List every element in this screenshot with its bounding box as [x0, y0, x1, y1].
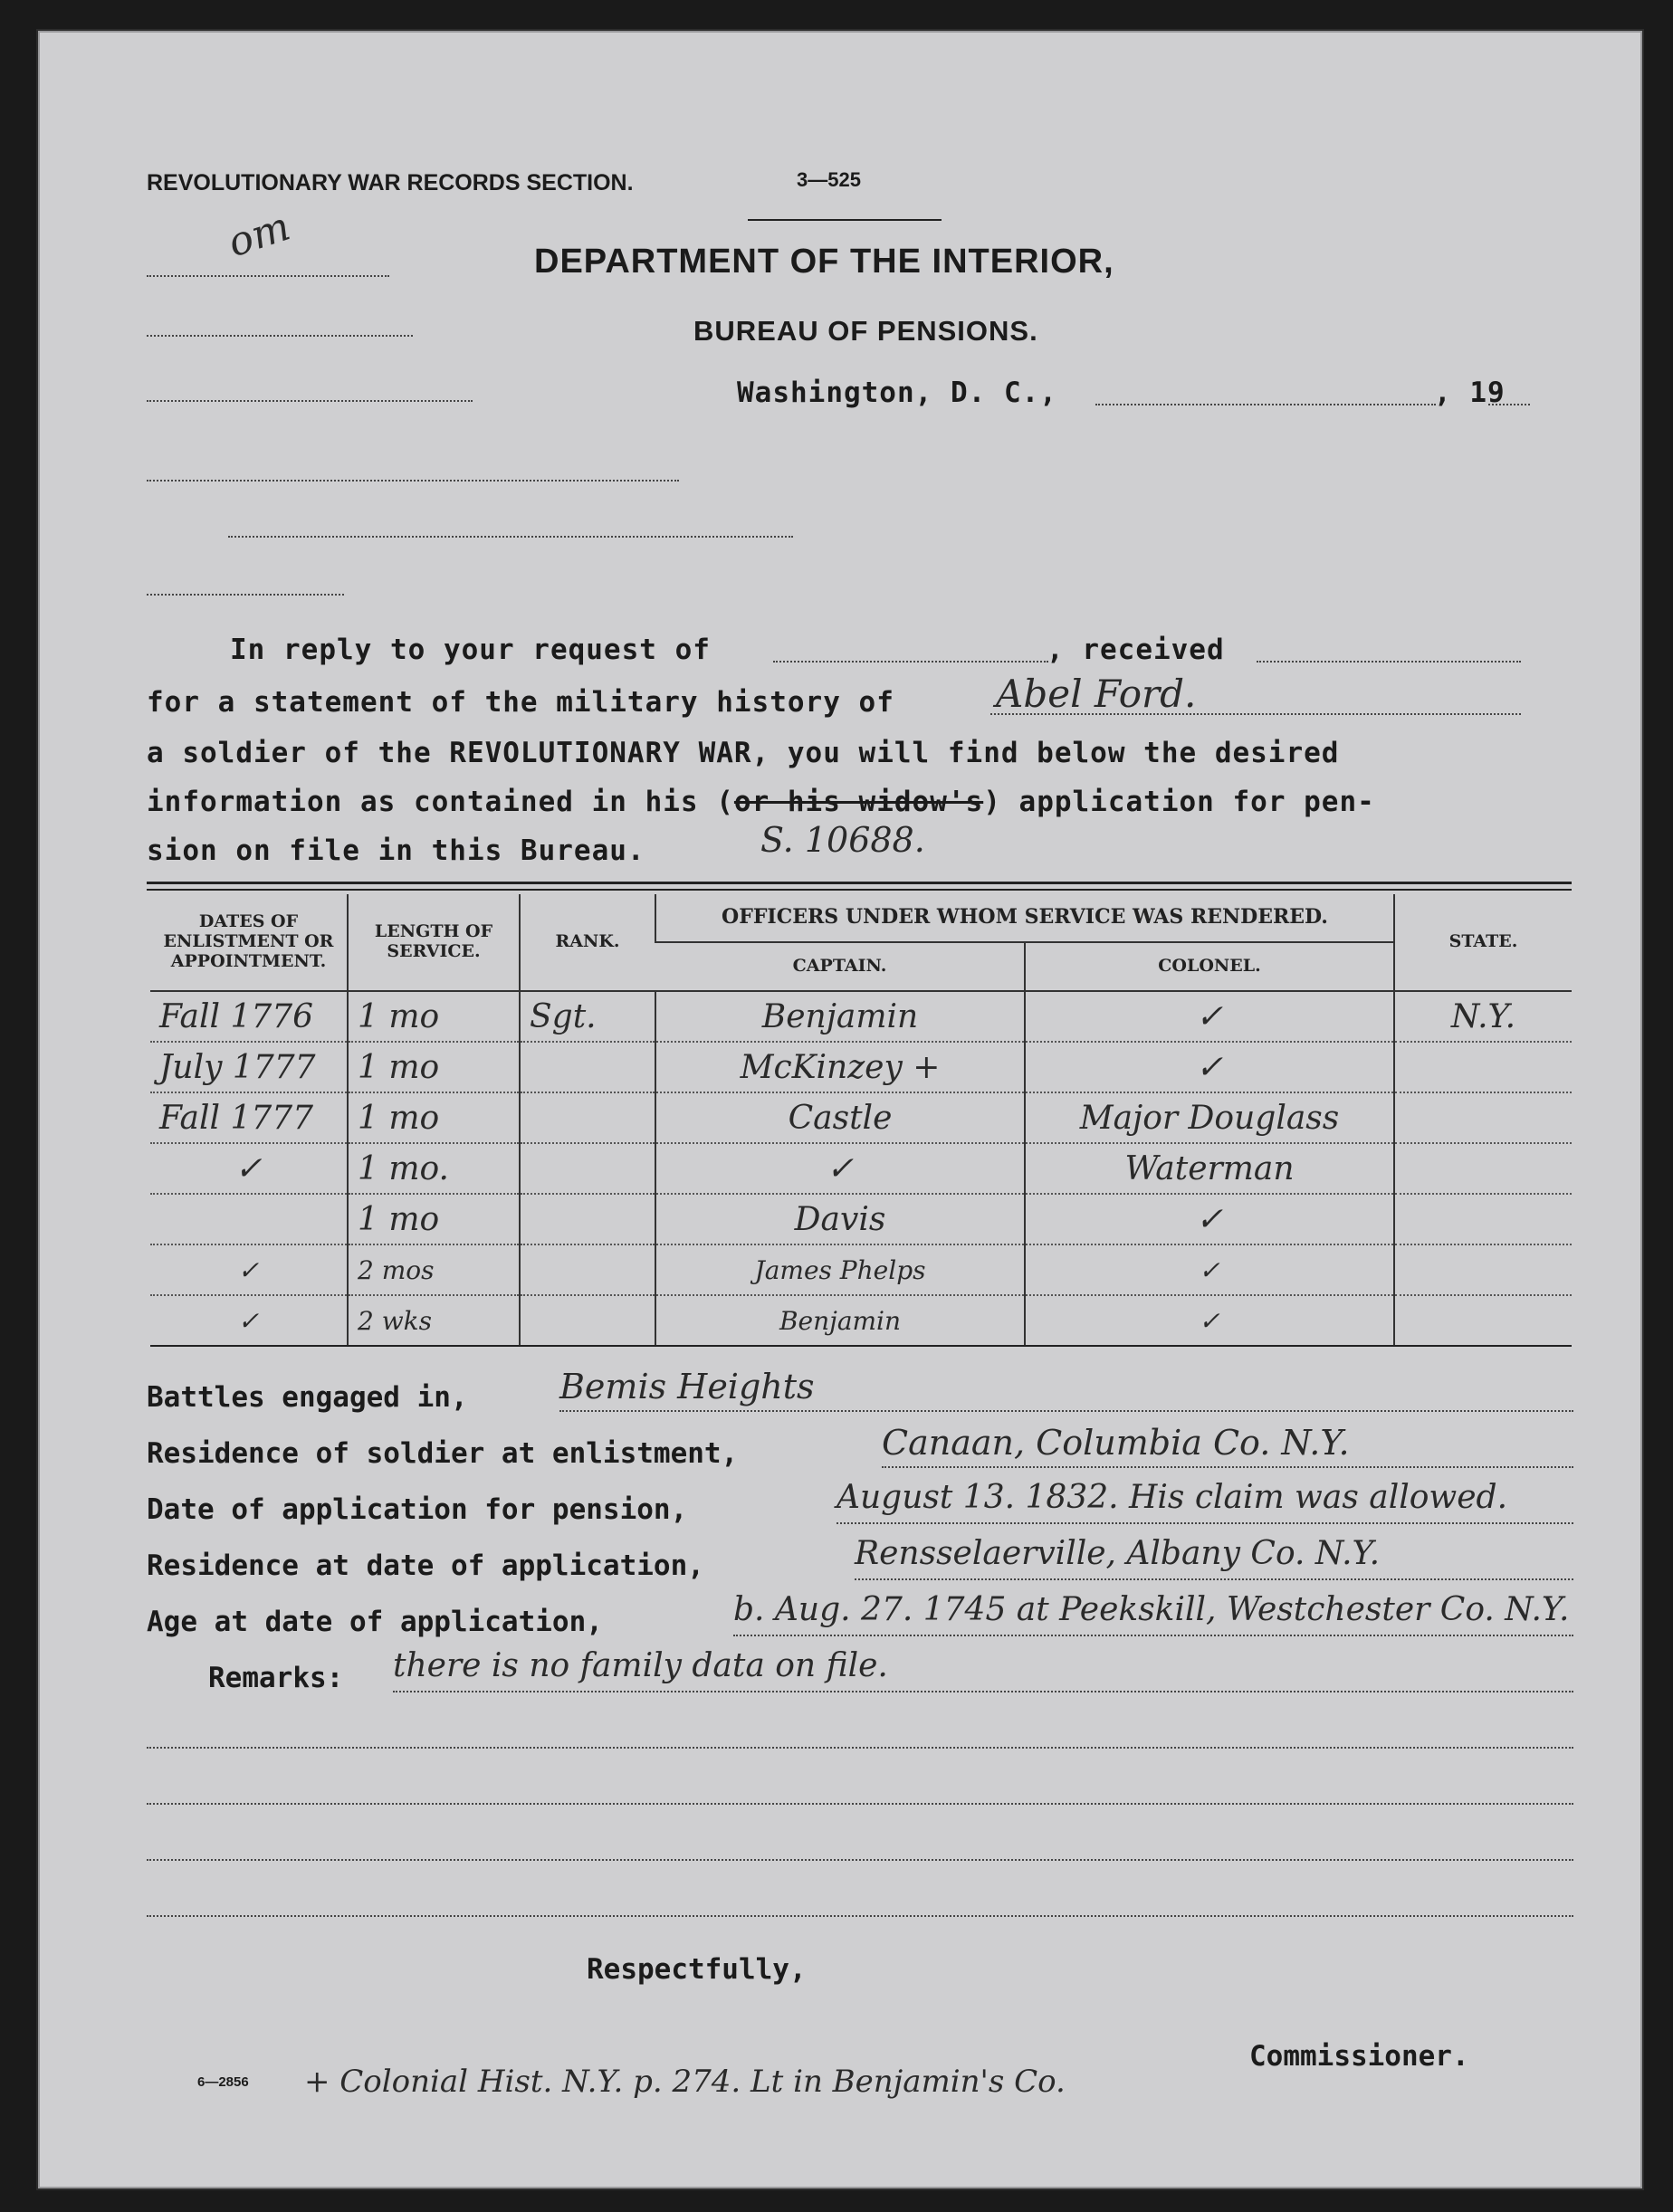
service-table: [150, 894, 1572, 1347]
date-app-line: [836, 1522, 1573, 1524]
battles-line: [559, 1410, 1573, 1412]
soldier-name: Abel Ford.: [996, 672, 1197, 716]
header-state: STATE.: [1394, 894, 1572, 991]
letter-line-5: sion on file in this Bureau.: [147, 834, 645, 867]
cell-rank: [520, 1042, 655, 1092]
cell-length: 1 mo: [348, 1042, 520, 1092]
letter-line-1b: , received: [1047, 634, 1225, 666]
table-row: [150, 1092, 1572, 1143]
residence-enlist-line: [882, 1466, 1573, 1468]
cell-date: Fall 1776: [150, 991, 348, 1042]
cell-length: 1 mo: [348, 1194, 520, 1244]
table-row: [150, 1244, 1572, 1295]
cell-state: [1394, 1244, 1572, 1295]
form-number-rule: [748, 219, 942, 221]
received-date-blank: [1257, 661, 1521, 663]
cell-date: ✓: [150, 1295, 348, 1346]
cell-captain: Benjamin: [655, 991, 1025, 1042]
letter-line-2: for a statement of the military history of: [147, 686, 894, 719]
cell-colonel: ✓: [1025, 1042, 1394, 1092]
cell-captain: James Phelps: [655, 1244, 1025, 1295]
cell-length: 1 mo.: [348, 1143, 520, 1194]
remarks-line: [147, 1803, 1573, 1805]
cell-captain: Castle: [655, 1092, 1025, 1143]
cell-length: 1 mo: [348, 991, 520, 1042]
place-text: Washington, D. C.,: [737, 377, 1057, 409]
blank-line: [147, 275, 389, 277]
cell-colonel: ✓: [1025, 991, 1394, 1042]
date-app-label: Date of application for pension,: [147, 1493, 688, 1526]
blank-line: [147, 400, 473, 402]
cell-rank: [520, 1194, 655, 1244]
age-value: b. Aug. 27. 1745 at Peekskill, Westchester Co. N.Y.: [733, 1591, 1570, 1628]
cell-captain: Davis: [655, 1194, 1025, 1244]
battles-label: Battles engaged in,: [147, 1381, 468, 1414]
residence-app-label: Residence at date of application,: [147, 1549, 704, 1582]
request-date-blank: [773, 661, 1048, 663]
year-blank: [1488, 404, 1530, 405]
remarks-label: Remarks:: [208, 1662, 344, 1694]
letter-line-4: information as contained in his (or his widow's) application for pen-: [147, 786, 1375, 818]
table-row: [150, 1194, 1572, 1244]
cell-state: [1394, 1194, 1572, 1244]
age-line: [733, 1635, 1573, 1636]
cell-colonel: Waterman: [1025, 1143, 1394, 1194]
cell-captain: ✓: [655, 1143, 1025, 1194]
header-colonel: COLONEL.: [1025, 942, 1394, 991]
file-number: S. 10688.: [760, 820, 925, 860]
cell-date: July 1777: [150, 1042, 348, 1092]
blank-line: [147, 335, 413, 337]
commissioner-text: Commissioner.: [1249, 2040, 1469, 2073]
header-length: LENGTH OF SERVICE.: [348, 894, 520, 991]
table-row: [150, 1295, 1572, 1346]
cell-length: 1 mo: [348, 1092, 520, 1143]
document-page: [38, 31, 1642, 2188]
address-line: [147, 480, 679, 481]
letter-line-1a: In reply to your request of: [230, 634, 711, 666]
date-blank: [1095, 404, 1436, 405]
table-top-rule-2: [147, 889, 1572, 891]
bureau-heading: BUREAU OF PENSIONS.: [693, 315, 1038, 347]
battles-value: Bemis Heights: [559, 1367, 815, 1406]
struck-text: or his widow's: [733, 786, 984, 818]
remarks-value: there is no family data on file.: [393, 1647, 888, 1684]
cell-state: [1394, 1295, 1572, 1346]
header-captain: CAPTAIN.: [655, 942, 1025, 991]
table-row: [150, 991, 1572, 1042]
header-dates: DATES OF ENLISTMENT OR APPOINTMENT.: [150, 894, 348, 991]
respectfully-text: Respectfully,: [587, 1953, 807, 1986]
cell-date: ✓: [150, 1244, 348, 1295]
cell-state: [1394, 1143, 1572, 1194]
initials-annotation: om: [222, 203, 296, 267]
address-line: [147, 594, 344, 596]
cell-length: 2 mos: [348, 1244, 520, 1295]
cell-colonel: ✓: [1025, 1244, 1394, 1295]
footer-note: + Colonial Hist. N.Y. p. 274. Lt in Benjamin's Co.: [304, 2064, 1066, 2100]
table-row: [150, 1042, 1572, 1092]
age-label: Age at date of application,: [147, 1606, 603, 1638]
cell-rank: [520, 1143, 655, 1194]
soldier-name-line: [990, 713, 1521, 715]
cell-colonel: Major Douglass: [1025, 1092, 1394, 1143]
address-line: [228, 536, 793, 538]
letter-line-3: a soldier of the REVOLUTIONARY WAR, you will find below the desired: [147, 737, 1340, 769]
residence-app-line: [855, 1578, 1573, 1580]
cell-rank: Sgt.: [520, 991, 655, 1042]
cell-colonel: ✓: [1025, 1295, 1394, 1346]
cell-length: 2 wks: [348, 1295, 520, 1346]
cell-date: [150, 1194, 348, 1244]
department-heading: DEPARTMENT OF THE INTERIOR,: [534, 243, 1114, 281]
form-number: 3—525: [797, 168, 861, 191]
cell-captain: McKinzey +: [655, 1042, 1025, 1092]
residence-enlist-label: Residence of soldier at enlistment,: [147, 1437, 739, 1470]
remarks-line: [147, 1859, 1573, 1861]
cell-captain: Benjamin: [655, 1295, 1025, 1346]
table-top-rule: [147, 882, 1572, 884]
residence-enlist-value: Canaan, Columbia Co. N.Y.: [882, 1423, 1350, 1463]
footer-code: 6—2856: [197, 2074, 249, 2090]
header-rank: RANK.: [520, 894, 655, 991]
table-row: [150, 1143, 1572, 1194]
cell-rank: [520, 1244, 655, 1295]
date-app-value: August 13. 1832. His claim was allowed.: [836, 1479, 1508, 1516]
cell-state: [1394, 1092, 1572, 1143]
cell-rank: [520, 1295, 655, 1346]
remarks-line: [147, 1915, 1573, 1917]
remarks-line: [147, 1747, 1573, 1749]
header-officers: OFFICERS UNDER WHOM SERVICE WAS RENDERED.: [655, 894, 1394, 942]
cell-rank: [520, 1092, 655, 1143]
cell-state: [1394, 1042, 1572, 1092]
remarks-line: [393, 1691, 1573, 1692]
cell-state: N.Y.: [1394, 991, 1572, 1042]
cell-date: Fall 1777: [150, 1092, 348, 1143]
section-title: REVOLUTIONARY WAR RECORDS SECTION.: [147, 170, 634, 195]
residence-app-value: Rensselaerville, Albany Co. N.Y.: [855, 1535, 1381, 1572]
cell-date: ✓: [150, 1143, 348, 1194]
year-prefix: , 19: [1434, 377, 1506, 409]
cell-colonel: ✓: [1025, 1194, 1394, 1244]
